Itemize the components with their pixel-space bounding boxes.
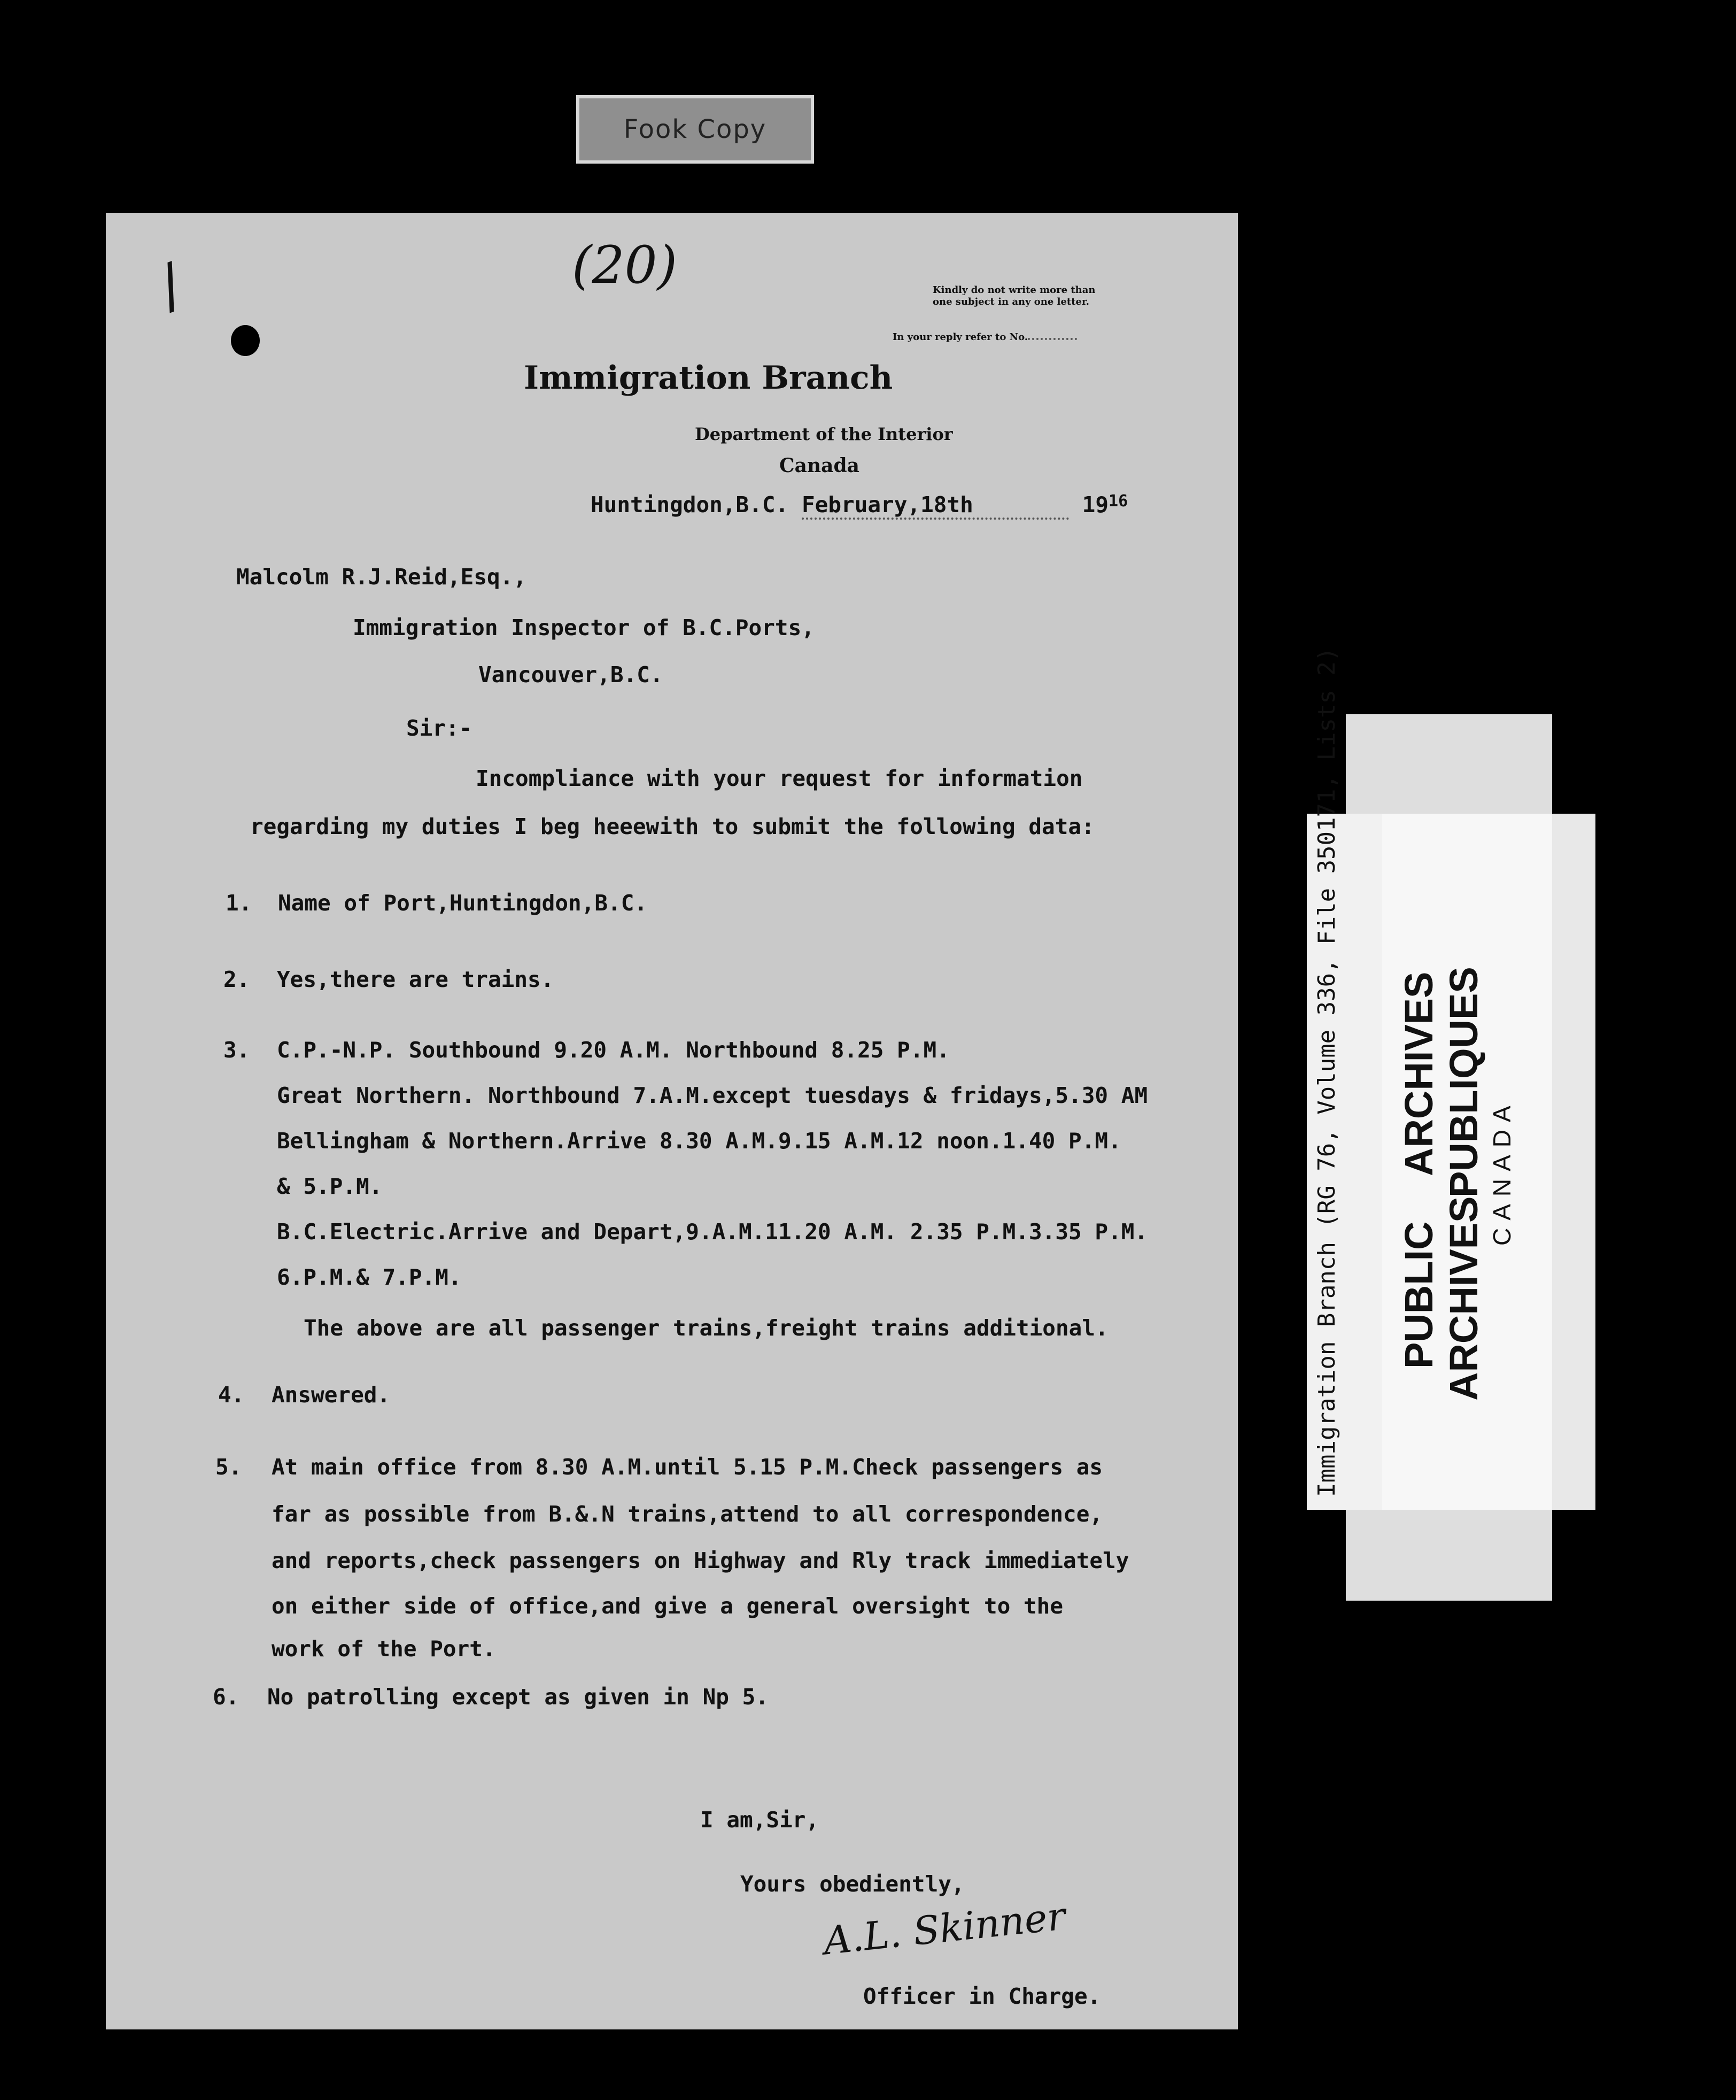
dateline-year-prefix: 19	[1082, 492, 1109, 518]
salutation: Sir:-	[406, 715, 472, 741]
notice-line-2: one subject in any one letter.	[933, 296, 1090, 307]
letterhead-title: Immigration Branch	[524, 359, 893, 397]
item-5-line-3: and reports,check passengers on Highway and Rly track immediately	[272, 1548, 1129, 1573]
archive-label-edge	[1552, 814, 1595, 1510]
letter-sheet	[106, 213, 1238, 2029]
closing-line-2: Yours obediently,	[740, 1871, 965, 1897]
item-3-line-6: 6.P.M.& 7.P.M.	[277, 1264, 462, 1290]
item-3-line-4: & 5.P.M.	[277, 1173, 383, 1199]
dateline-year-suffix: 16	[1109, 492, 1128, 511]
item-5-line-2: far as possible from B.&.N trains,attend to all correspondence,	[272, 1501, 1103, 1527]
page-number: (20)	[572, 235, 678, 295]
archive-country: CANADA	[1488, 1098, 1516, 1246]
dateline-date: February,18th	[802, 492, 1069, 520]
reply-reference-label: In your reply refer to No.	[893, 331, 1028, 343]
intro-line-1: Incompliance with your request for information	[476, 766, 1083, 791]
folder-tab	[576, 95, 814, 164]
corner-mark: /	[149, 250, 191, 321]
item-3-line-2: Great Northern. Northbound 7.A.M.except tuesdays & fridays,5.30 AM	[277, 1083, 1148, 1108]
closing-line-1: I am,Sir,	[700, 1807, 819, 1833]
signature: A.L. Skinner	[821, 1893, 1068, 1964]
item-5-line-4: on either side of office,and give a general oversight to the	[272, 1593, 1064, 1619]
item-1-text: Name of Port,Huntingdon,B.C.	[278, 890, 648, 916]
folder-tab-label: Fook Copy	[623, 114, 767, 144]
address-title: Immigration Inspector of B.C.Ports,	[353, 615, 815, 640]
archive-english-line-1: PUBLIC	[1397, 1221, 1441, 1369]
item-3-line-7: The above are all passenger trains,freight trains additional.	[304, 1315, 1109, 1341]
item-3-line-3: Bellingham & Northern.Arrive 8.30 A.M.9.15 A.M.12 noon.1.40 P.M.	[277, 1128, 1121, 1154]
item-3-line-1: C.P.-N.P. Southbound 9.20 A.M. Northbound 8.25 P.M.	[277, 1037, 950, 1063]
letterhead-department: Department of the Interior	[695, 424, 953, 444]
item-3-number: 3.	[223, 1037, 250, 1063]
signer-title: Officer in Charge.	[863, 1983, 1101, 2009]
dateline	[591, 492, 1128, 520]
intro-line-2: regarding my duties I beg heeewith to submit the following data:	[250, 814, 1095, 839]
address-city: Vancouver,B.C.	[478, 662, 663, 688]
address-name: Malcolm R.J.Reid,Esq.,	[236, 564, 527, 590]
notice-line-1: Kindly do not write more than	[933, 284, 1096, 296]
archive-french-line-1: ARCHIVES	[1442, 1196, 1486, 1401]
archive-reference: Immigration Branch (RG 76, Volume 336, File 350171, Lists 2)	[1313, 647, 1340, 1497]
item-1-number: 1.	[226, 890, 252, 916]
reply-reference	[893, 331, 1077, 343]
dateline-place: Huntingdon,B.C.	[591, 492, 789, 518]
item-2-number: 2.	[223, 967, 250, 992]
item-4-number: 4.	[218, 1382, 245, 1408]
item-6-text: No patrolling except as given in Np 5.	[267, 1684, 769, 1710]
letterhead-country: Canada	[779, 454, 859, 477]
archive-english-line-2: ARCHIVES	[1397, 971, 1441, 1176]
archive-french-line-2: PUBLIQUES	[1442, 967, 1486, 1198]
item-6-number: 6.	[213, 1684, 239, 1710]
item-2-text: Yes,there are trains.	[277, 967, 554, 992]
item-3-line-5: B.C.Electric.Arrive and Depart,9.A.M.11.20 A.M. 2.35 P.M.3.35 P.M.	[277, 1219, 1148, 1245]
punch-hole	[231, 325, 260, 356]
item-4-text: Answered.	[272, 1382, 391, 1408]
item-5-line-1: At main office from 8.30 A.M.until 5.15 P.M.Check passengers as	[272, 1454, 1103, 1480]
item-5-number: 5.	[215, 1454, 242, 1480]
item-5-line-5: work of the Port.	[272, 1636, 496, 1662]
